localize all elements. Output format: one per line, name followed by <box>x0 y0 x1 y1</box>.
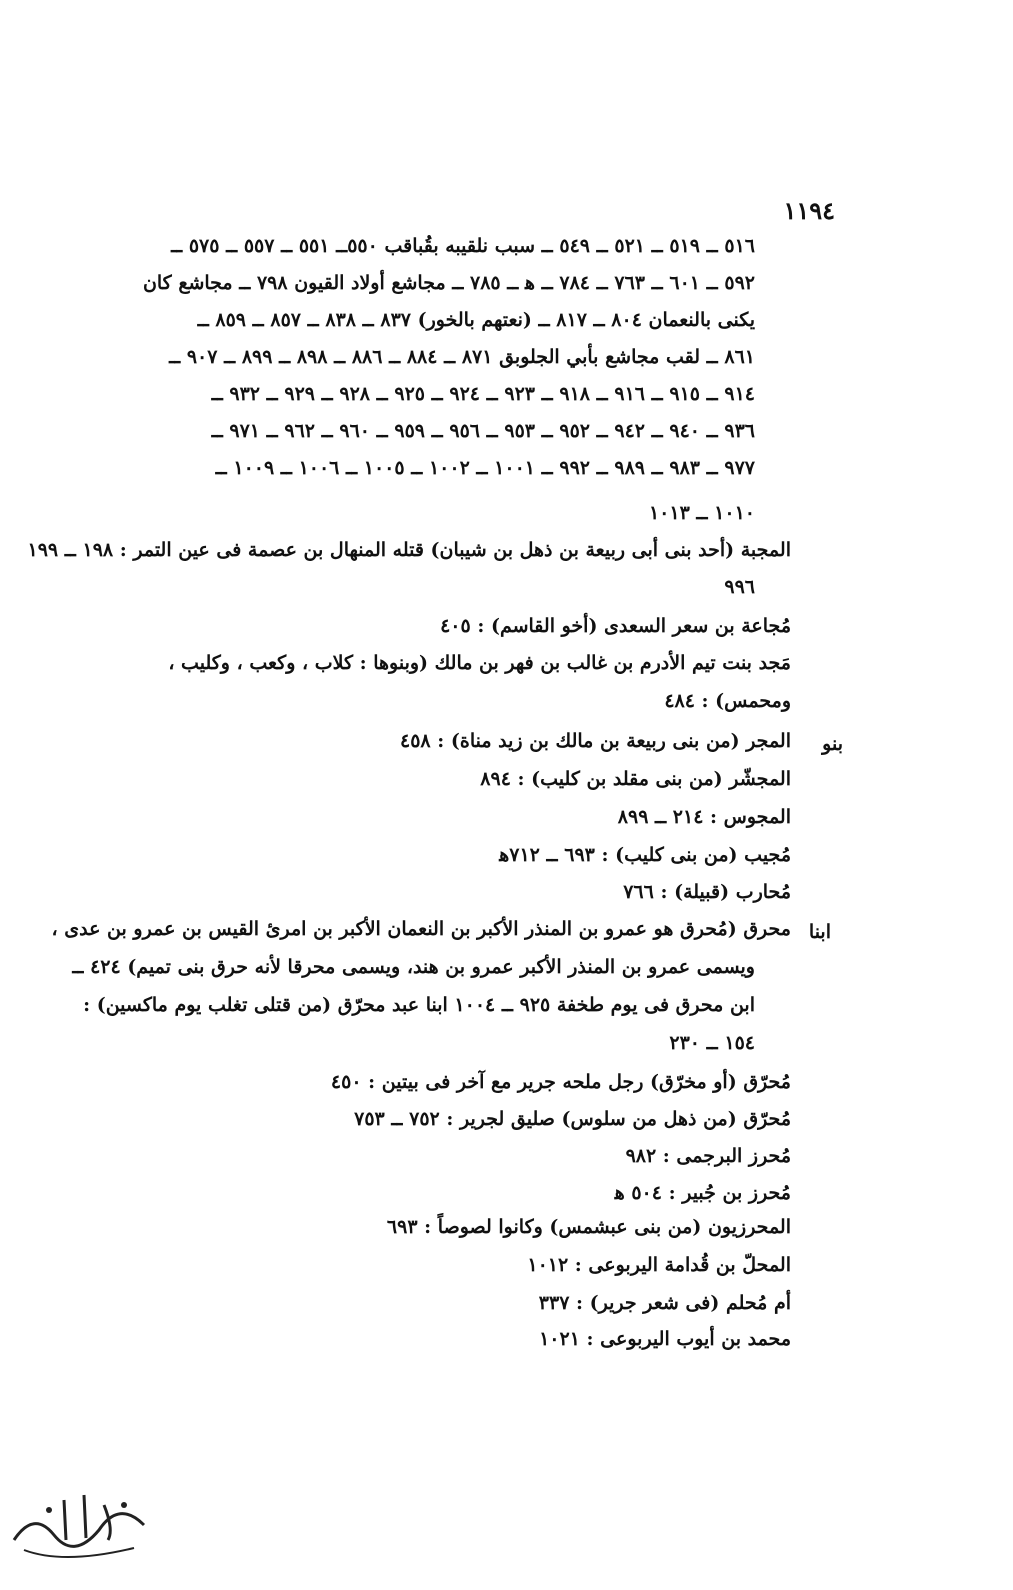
index-entry: المجشّر (من بنى مقلد بن كليب) : ٨٩٤ <box>480 768 791 790</box>
index-entry: مُحرّق (من ذهل من سلوس) صليق لجرير : ٧٥٢ ــ ٧٥٣ <box>354 1108 791 1130</box>
watermark-logo-icon <box>4 1470 154 1570</box>
index-line: ٩٣٦ ــ ٩٤٠ ــ ٩٤٢ ــ ٩٥٢ ــ ٩٥٣ ــ ٩٥٦ ــ ٩٥٩ ــ ٩٦٠ ــ ٩٦٢ ــ ٩٧١ ــ <box>211 420 755 442</box>
index-entry-continuation: ١٥٤ ــ ٢٣٠ <box>669 1032 755 1054</box>
index-entry: مُحرز بن جُبير : ٥٠٤ ﻫ <box>614 1182 791 1204</box>
index-entry: المحلّ بن قُدامة اليربوعى : ١٠١٢ <box>527 1254 791 1276</box>
index-entry: مُجاعة بن سعر السعدى (أخو القاسم) : ٤٠٥ <box>440 615 791 637</box>
group-prefix-banu: بنو <box>822 733 843 755</box>
index-line: ١٠١٠ ــ ١٠١٣ <box>648 502 755 524</box>
page-number: ١١٩٤ <box>783 196 835 225</box>
index-line: يكنى بالنعمان ٨٠٤ ــ ٨١٧ ــ (نعتهم بالخور) ٨٣٧ ــ ٨٣٨ ــ ٨٥٧ ــ ٨٥٩ ــ <box>197 309 755 331</box>
index-entry: مُحارب (قبيلة) : ٧٦٦ <box>623 881 791 903</box>
index-entry: أم مُحلم (فى شعر جرير) : ٣٣٧ <box>538 1292 791 1314</box>
index-entry-continuation: ويسمى عمرو بن المنذر الأكبر عمرو بن هند، ويسمى محرقا لأنه حرق بنى تميم) ٤٢٤ ــ <box>72 956 755 978</box>
index-entry-continuation: ٩٩٦ <box>724 576 755 598</box>
index-entry: مُجيب (من بنى كليب) : ٦٩٣ ــ ٧١٢ﻫ <box>499 844 791 866</box>
index-entry: المجوس : ٢١٤ ــ ٨٩٩ <box>617 806 791 828</box>
index-line: ٩١٤ ــ ٩١٥ ــ ٩١٦ ــ ٩١٨ ــ ٩٢٣ ــ ٩٢٤ ــ ٩٢٥ ــ ٩٢٨ ــ ٩٢٩ ــ ٩٣٢ ــ <box>211 383 755 405</box>
index-entry: المجبة (أحد بنى أبى ربيعة بن ذهل بن شيبان) قتله المنهال بن عصمة فى عين التمر : ١٩٨ ــ ١٩٩ <box>27 539 791 561</box>
index-entry-continuation: ابن محرق فى يوم طخفة ٩٢٥ ــ ١٠٠٤ ابنا عبد محرّق (من قتلى تغلب يوم ماكسين) : <box>83 994 755 1016</box>
group-prefix-ibna: ابنا <box>808 921 831 943</box>
index-entry: مَجد بنت تيم الأدرم بن غالب بن فهر بن مالك (وبنوها : كلاب ، وكعب ، وكليب ، <box>168 652 791 674</box>
index-entry: محرق (مُحرق هو عمرو بن المنذر الأكبر بن النعمان الأكبر بن امرئ القيس بن عمرو بن عدى ، <box>51 918 791 940</box>
index-line: ٩٧٧ ــ ٩٨٣ ــ ٩٨٩ ــ ٩٩٢ ــ ١٠٠١ ــ ١٠٠٢ ــ ١٠٠٥ ــ ١٠٠٦ ــ ١٠٠٩ ــ <box>215 457 755 479</box>
index-line: ٥١٦ ــ ٥١٩ ــ ٥٢١ ــ ٥٤٩ ــ سبب نلقيبه بقُباقب ٥٥٠ــ ٥٥١ ــ ٥٥٧ ــ ٥٧٥ ــ <box>171 235 755 257</box>
index-entry-continuation: ومحمس) : ٤٨٤ <box>664 690 791 712</box>
index-entry: المجر (من بنى ربيعة بن مالك بن زيد مناة) : ٤٥٨ <box>400 730 791 752</box>
index-entry: المحرزيون (من بنى عبشمس) وكانوا لصوصاً : ٦٩٣ <box>386 1216 791 1238</box>
index-entry: مُحرز البرجمى : ٩٨٢ <box>625 1145 791 1167</box>
index-entry: محمد بن أيوب اليربوعى : ١٠٢١ <box>539 1328 791 1350</box>
index-line: ٨٦١ ــ لقب مجاشع بأبي الجلوبق ٨٧١ ــ ٨٨٤ ــ ٨٨٦ ــ ٨٩٨ ــ ٨٩٩ ــ ٩٠٧ ــ <box>169 346 755 368</box>
index-entry: مُحرّق (أو مخرّق) رجل ملحه جرير مع آخر فى بيتين : ٤٥٠ <box>330 1071 791 1093</box>
index-line: ٥٩٢ ــ ٦٠١ ــ ٧٦٣ ــ ٧٨٤ ــ ﻫ ــ ٧٨٥ ــ مجاشع أولاد القيون ٧٩٨ ــ مجاشع كان <box>142 272 755 294</box>
